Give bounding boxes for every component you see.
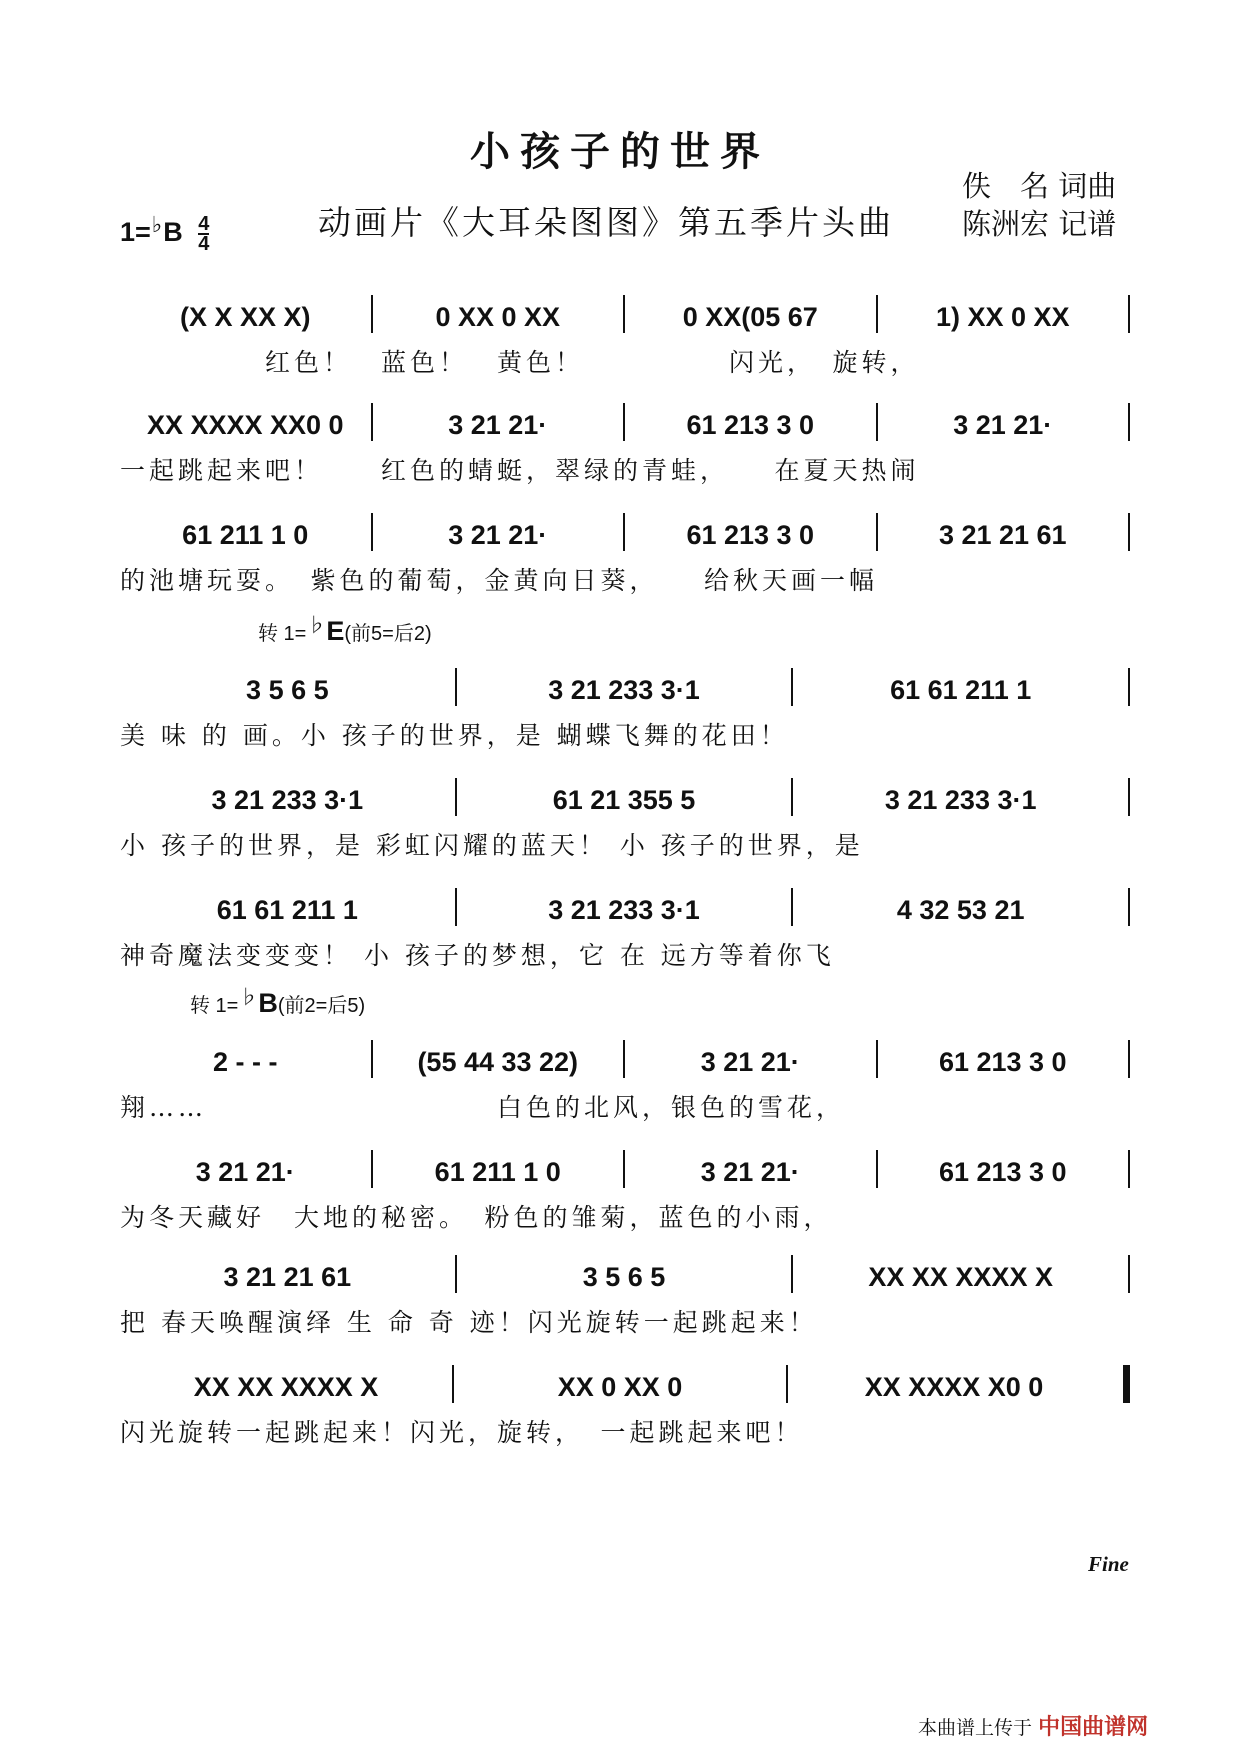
measure [625, 1044, 876, 1078]
barline [1128, 295, 1130, 333]
lyric-line: 的池塘玩耍。 紫色的葡萄，金黄向日葵， 给秋天画一幅 [120, 566, 879, 595]
lyric-line: 闪光旋转一起跳起来！闪光，旋转， 一起跳起来吧！ [120, 1418, 804, 1447]
measure [120, 407, 371, 441]
measure-notes: 61 21 355 5 [552, 785, 696, 815]
key-signature [120, 212, 210, 255]
measure [120, 1259, 455, 1293]
score-line [120, 1365, 1130, 1403]
lyric-line: 为冬天藏好 大地的秘密。 粉色的雏菊，蓝色的小雨， [120, 1203, 833, 1232]
modulation-prefix: 转 1= [190, 995, 239, 1017]
score-line [120, 403, 1130, 441]
measure-notes: 0 XX(05 67 [682, 302, 818, 332]
fine-marking: Fine [1088, 1552, 1129, 1576]
measure [373, 517, 624, 551]
score-line [120, 1150, 1130, 1188]
score-line [120, 778, 1130, 816]
footer-text: 本曲谱上传于 [918, 1717, 1033, 1739]
measure-notes: 3 21 21· [700, 1047, 800, 1077]
site-logo: 中国曲谱网 [1038, 1715, 1149, 1740]
measure-notes: 61 213 3 0 [938, 1047, 1067, 1077]
measure [120, 1369, 452, 1403]
time-signature-top: 4 [198, 213, 210, 235]
measure-notes: 3 21 233 3·1 [548, 675, 700, 705]
measure [457, 892, 792, 926]
modulation-detail: (前5=后2) [344, 623, 432, 645]
modulation-marking [190, 988, 365, 1019]
measure-notes: XX XX XXXX X [193, 1372, 379, 1402]
flat-symbol: ♭ [151, 212, 163, 238]
modulation-flat: ♭ [306, 615, 327, 637]
score-line [120, 295, 1130, 333]
song-subtitle: 动画片《大耳朵图图》第五季片头曲 [318, 203, 894, 242]
barline [1128, 1255, 1130, 1293]
measure [625, 517, 876, 551]
measure [793, 782, 1128, 816]
measure-notes: XX 0 XX 0 [557, 1372, 683, 1402]
modulation-flat: ♭ [238, 987, 259, 1009]
score-line [120, 668, 1130, 706]
measure-notes: (X X XX X) [179, 302, 311, 332]
measure [120, 672, 455, 706]
measure [454, 1369, 786, 1403]
measure [878, 299, 1129, 333]
lyric-line: 小 孩子的世界，是 彩虹闪耀的蓝天！ 小 孩子的世界，是 [120, 831, 864, 860]
measure [625, 407, 876, 441]
lyric-line: 红色！ 蓝色！ 黄色！ 闪光， 旋转， [120, 348, 920, 377]
measure-notes: 3 21 21 61 [223, 1262, 352, 1292]
score-line [120, 888, 1130, 926]
measure-notes: 3 5 6 5 [246, 675, 329, 705]
measure [457, 1259, 792, 1293]
measure [793, 892, 1128, 926]
measure [457, 672, 792, 706]
measure-notes: 61 211 1 0 [182, 520, 309, 550]
measure [120, 517, 371, 551]
modulation-detail: (前2=后5) [277, 995, 366, 1017]
measure-notes: XX XXXX X0 0 [864, 1372, 1044, 1402]
score-line [120, 1040, 1130, 1078]
measure-notes: 3 21 21· [448, 520, 548, 550]
barline [1128, 668, 1130, 706]
key-prefix: 1= [120, 217, 151, 248]
measure-notes: 61 213 3 0 [686, 410, 815, 440]
measure-notes: 3 21 233 3·1 [548, 895, 700, 925]
measure [373, 1154, 624, 1188]
measure [373, 299, 624, 333]
measure-notes: 3 21 21 61 [938, 520, 1067, 550]
barline [1128, 403, 1130, 441]
modulation-note: E [326, 616, 345, 646]
measure-notes: 3 5 6 5 [582, 1262, 666, 1292]
measure-notes: 61 61 211 1 [890, 675, 1032, 705]
barline [1128, 778, 1130, 816]
measure [120, 299, 371, 333]
measure-notes: 61 211 1 0 [434, 1157, 561, 1187]
score-line [120, 1255, 1130, 1293]
time-signature [198, 215, 209, 253]
measure [457, 782, 792, 816]
measure [793, 1259, 1128, 1293]
measure [793, 672, 1128, 706]
measure [878, 1044, 1129, 1078]
barline [1128, 1150, 1130, 1188]
measure [120, 1044, 371, 1078]
measure-notes: 2 - - - [213, 1047, 278, 1077]
lyric-line: 翔…… 白色的北风，银色的雪花， [120, 1093, 846, 1122]
key-note: B [163, 217, 183, 248]
score-line [120, 513, 1130, 551]
lyric-line: 美 味 的 画。小 孩子的世界，是 蝴蝶飞舞的花田！ [120, 721, 789, 750]
measure-notes: 3 21 233 3·1 [884, 785, 1037, 815]
measure-notes: XX XXXX XX0 0 [146, 410, 344, 440]
measure [878, 517, 1129, 551]
modulation-note: B [258, 988, 278, 1018]
measure-notes: 61 213 3 0 [686, 520, 815, 550]
measure [625, 1154, 876, 1188]
measure-notes: 3 21 21· [195, 1157, 295, 1187]
song-title: 小孩子的世界 [470, 128, 770, 175]
measure [788, 1369, 1120, 1403]
measure [120, 892, 455, 926]
measure [625, 299, 876, 333]
measure [373, 407, 624, 441]
measure-notes: 3 21 21· [953, 410, 1053, 440]
barline [1128, 1040, 1130, 1078]
transcriber-credit: 陈洲宏 记谱 [962, 207, 1117, 241]
measure-notes: 3 21 21· [448, 410, 548, 440]
measure-notes: 3 21 233 3·1 [211, 785, 364, 815]
measure-notes: XX XX XXXX X [868, 1262, 1053, 1292]
measure [120, 1154, 371, 1188]
measure-notes: 0 XX 0 XX [435, 302, 561, 332]
measure-notes: 4 32 53 21 [896, 895, 1025, 925]
measure-notes: 3 21 21· [700, 1157, 800, 1187]
lyric-line: 把 春天唤醒演绎 生 命 奇 迹！闪光旋转一起跳起来！ [120, 1308, 818, 1337]
modulation-prefix: 转 1= [258, 623, 307, 645]
time-signature-bottom: 4 [198, 233, 210, 255]
final-barline [1123, 1365, 1130, 1403]
modulation-marking [258, 616, 432, 647]
upload-footer [918, 1710, 1148, 1741]
measure-notes: 61 61 211 1 [216, 895, 358, 925]
measure-notes: 61 213 3 0 [938, 1157, 1067, 1187]
measure-notes: (55 44 33 22) [417, 1047, 579, 1077]
lyricist-composer-credit: 佚 名 词曲 [962, 169, 1117, 203]
measure [878, 407, 1129, 441]
barline [1128, 888, 1130, 926]
measure [373, 1044, 624, 1078]
barline [1128, 513, 1130, 551]
measure [120, 782, 455, 816]
lyric-line: 一起跳起来吧！ 红色的蜻蜓，翠绿的青蛙， 在夏天热闹 [120, 456, 920, 485]
measure [878, 1154, 1129, 1188]
lyric-line: 神奇魔法变变变！ 小 孩子的梦想，它 在 远方等着你飞 [120, 941, 835, 970]
measure-notes: 1) XX 0 XX [935, 302, 1070, 332]
